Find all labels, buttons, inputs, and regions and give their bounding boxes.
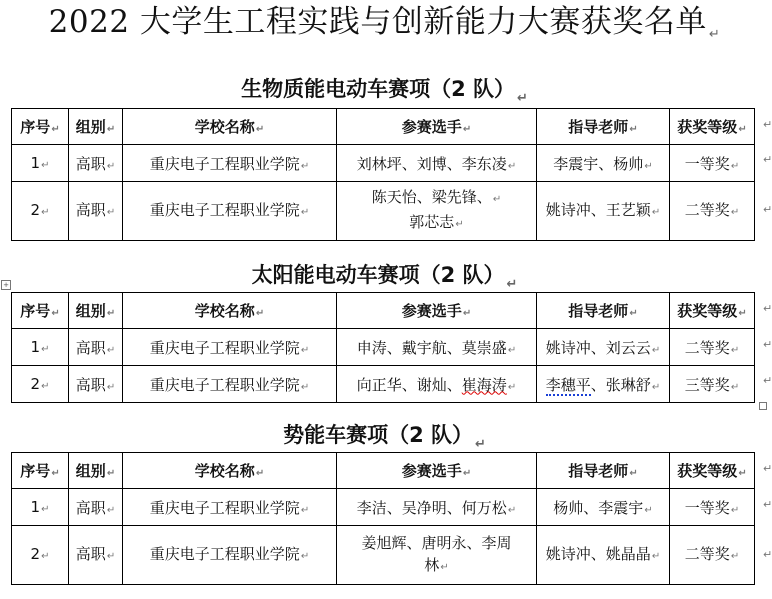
cell-players: 申涛、戴宇航、莫崇盛↵ xyxy=(337,329,537,366)
row-end-mark: ↵ xyxy=(763,374,772,387)
cell-players: 陈天怡、梁先锋、↵ 郭芯志↵ xyxy=(337,182,537,241)
table-move-handle-icon[interactable]: + xyxy=(1,280,11,290)
cell-teachers: 姚诗冲、王艺颖↵ xyxy=(537,182,670,241)
header-award: 获奖等级↵ xyxy=(670,109,755,145)
header-no: 序号↵ xyxy=(12,109,69,145)
section-title-biomass: 生物质能电动车赛项（2 队） $_↵$ xyxy=(241,77,528,106)
cell-no: 2↵ xyxy=(12,366,69,403)
row-end-mark: ↵ xyxy=(763,462,772,475)
table-solar xyxy=(11,292,755,403)
table-row xyxy=(12,329,755,366)
cell-school: 重庆电子工程职业学院↵ xyxy=(123,366,337,403)
grammar-check-word: 李穗平 xyxy=(545,375,591,394)
row-end-mark: ↵ xyxy=(763,302,772,315)
header-group: 组别↵ xyxy=(69,453,123,489)
header-players: 参赛选手↵ xyxy=(337,453,537,489)
table-resize-handle-icon[interactable] xyxy=(759,402,767,410)
cell-school: 重庆电子工程职业学院↵ xyxy=(123,526,337,585)
cell-group: 高职↵ xyxy=(69,366,123,403)
header-school: 学校名称↵ xyxy=(123,453,337,489)
cell-award: 二等奖↵ xyxy=(670,182,755,241)
header-players: 参赛选手↵ xyxy=(337,293,537,329)
cell-players: 向正华、谢灿、崔海涛↵ xyxy=(337,366,537,403)
cell-players: 李洁、吴净明、何万松↵ xyxy=(337,489,537,526)
table-row xyxy=(12,489,755,526)
cell-group: 高职↵ xyxy=(69,526,123,585)
header-award: 获奖等级↵ xyxy=(670,293,755,329)
table-header-row xyxy=(12,293,755,329)
cell-award: 一等奖↵ xyxy=(670,489,755,526)
spellcheck-word: 崔海涛 xyxy=(461,375,507,394)
cell-group: 高职↵ xyxy=(69,182,123,241)
cell-teachers: 姚诗冲、刘云云↵ xyxy=(537,329,670,366)
cell-no: 1↵ xyxy=(12,145,69,182)
row-end-mark: ↵ xyxy=(763,203,772,216)
cell-award: 三等奖↵ xyxy=(670,366,755,403)
cell-no: 1↵ xyxy=(12,329,69,366)
cell-award: 一等奖↵ xyxy=(670,145,755,182)
table-row xyxy=(12,182,755,241)
row-end-mark: ↵ xyxy=(763,153,772,166)
header-school: 学校名称↵ xyxy=(123,109,337,145)
table-potential xyxy=(11,452,755,585)
cell-school: 重庆电子工程职业学院↵ xyxy=(123,182,337,241)
header-group: 组别↵ xyxy=(69,293,123,329)
cell-school: 重庆电子工程职业学院↵ xyxy=(123,329,337,366)
cell-players: 姜旭辉、唐明永、李周 林↵ xyxy=(337,526,537,585)
cell-teachers: 杨帅、李震宇↵ xyxy=(537,489,670,526)
table-row xyxy=(12,145,755,182)
header-award: 获奖等级↵ xyxy=(670,453,755,489)
cell-no: 2↵ xyxy=(12,526,69,585)
paragraph-mark: ↵ xyxy=(708,27,721,42)
cell-group: 高职↵ xyxy=(69,145,123,182)
cell-school: 重庆电子工程职业学院↵ xyxy=(123,145,337,182)
table-biomass xyxy=(11,108,755,241)
table-row xyxy=(12,366,755,403)
cell-players: 刘林坪、刘博、李东凌↵ xyxy=(337,145,537,182)
cell-group: 高职↵ xyxy=(69,329,123,366)
cell-school: 重庆电子工程职业学院↵ xyxy=(123,489,337,526)
header-no: 序号↵ xyxy=(12,293,69,329)
row-end-mark: ↵ xyxy=(763,338,772,351)
document-title: 2022 大学生工程实践与创新能力大赛获奖名单 ↵ xyxy=(48,4,721,42)
table-header-row xyxy=(12,109,755,145)
row-end-mark: ↵ xyxy=(763,548,772,561)
header-teachers: 指导老师↵ xyxy=(537,453,670,489)
cell-no: 2↵ xyxy=(12,182,69,241)
table-header-row xyxy=(12,453,755,489)
cell-teachers: 姚诗冲、姚晶晶↵ xyxy=(537,526,670,585)
cell-award: 二等奖↵ xyxy=(670,329,755,366)
row-end-mark: ↵ xyxy=(763,498,772,511)
header-school: 学校名称↵ xyxy=(123,293,337,329)
cell-award: 二等奖↵ xyxy=(670,526,755,585)
section-title-potential: 势能车赛项（2 队） $_↵$ xyxy=(283,423,486,452)
row-end-mark: ↵ xyxy=(763,118,772,131)
header-group: 组别↵ xyxy=(69,109,123,145)
header-no: 序号↵ xyxy=(12,453,69,489)
cell-group: 高职↵ xyxy=(69,489,123,526)
header-players: 参赛选手↵ xyxy=(337,109,537,145)
section-title-solar: 太阳能电动车赛项（2 队） $_↵$ xyxy=(251,263,518,292)
cell-teachers: 李穗平、张琳舒↵ xyxy=(537,366,670,403)
table-row xyxy=(12,526,755,585)
header-teachers: 指导老师↵ xyxy=(537,109,670,145)
cell-no: 1↵ xyxy=(12,489,69,526)
cell-teachers: 李震宇、杨帅↵ xyxy=(537,145,670,182)
header-teachers: 指导老师↵ xyxy=(537,293,670,329)
